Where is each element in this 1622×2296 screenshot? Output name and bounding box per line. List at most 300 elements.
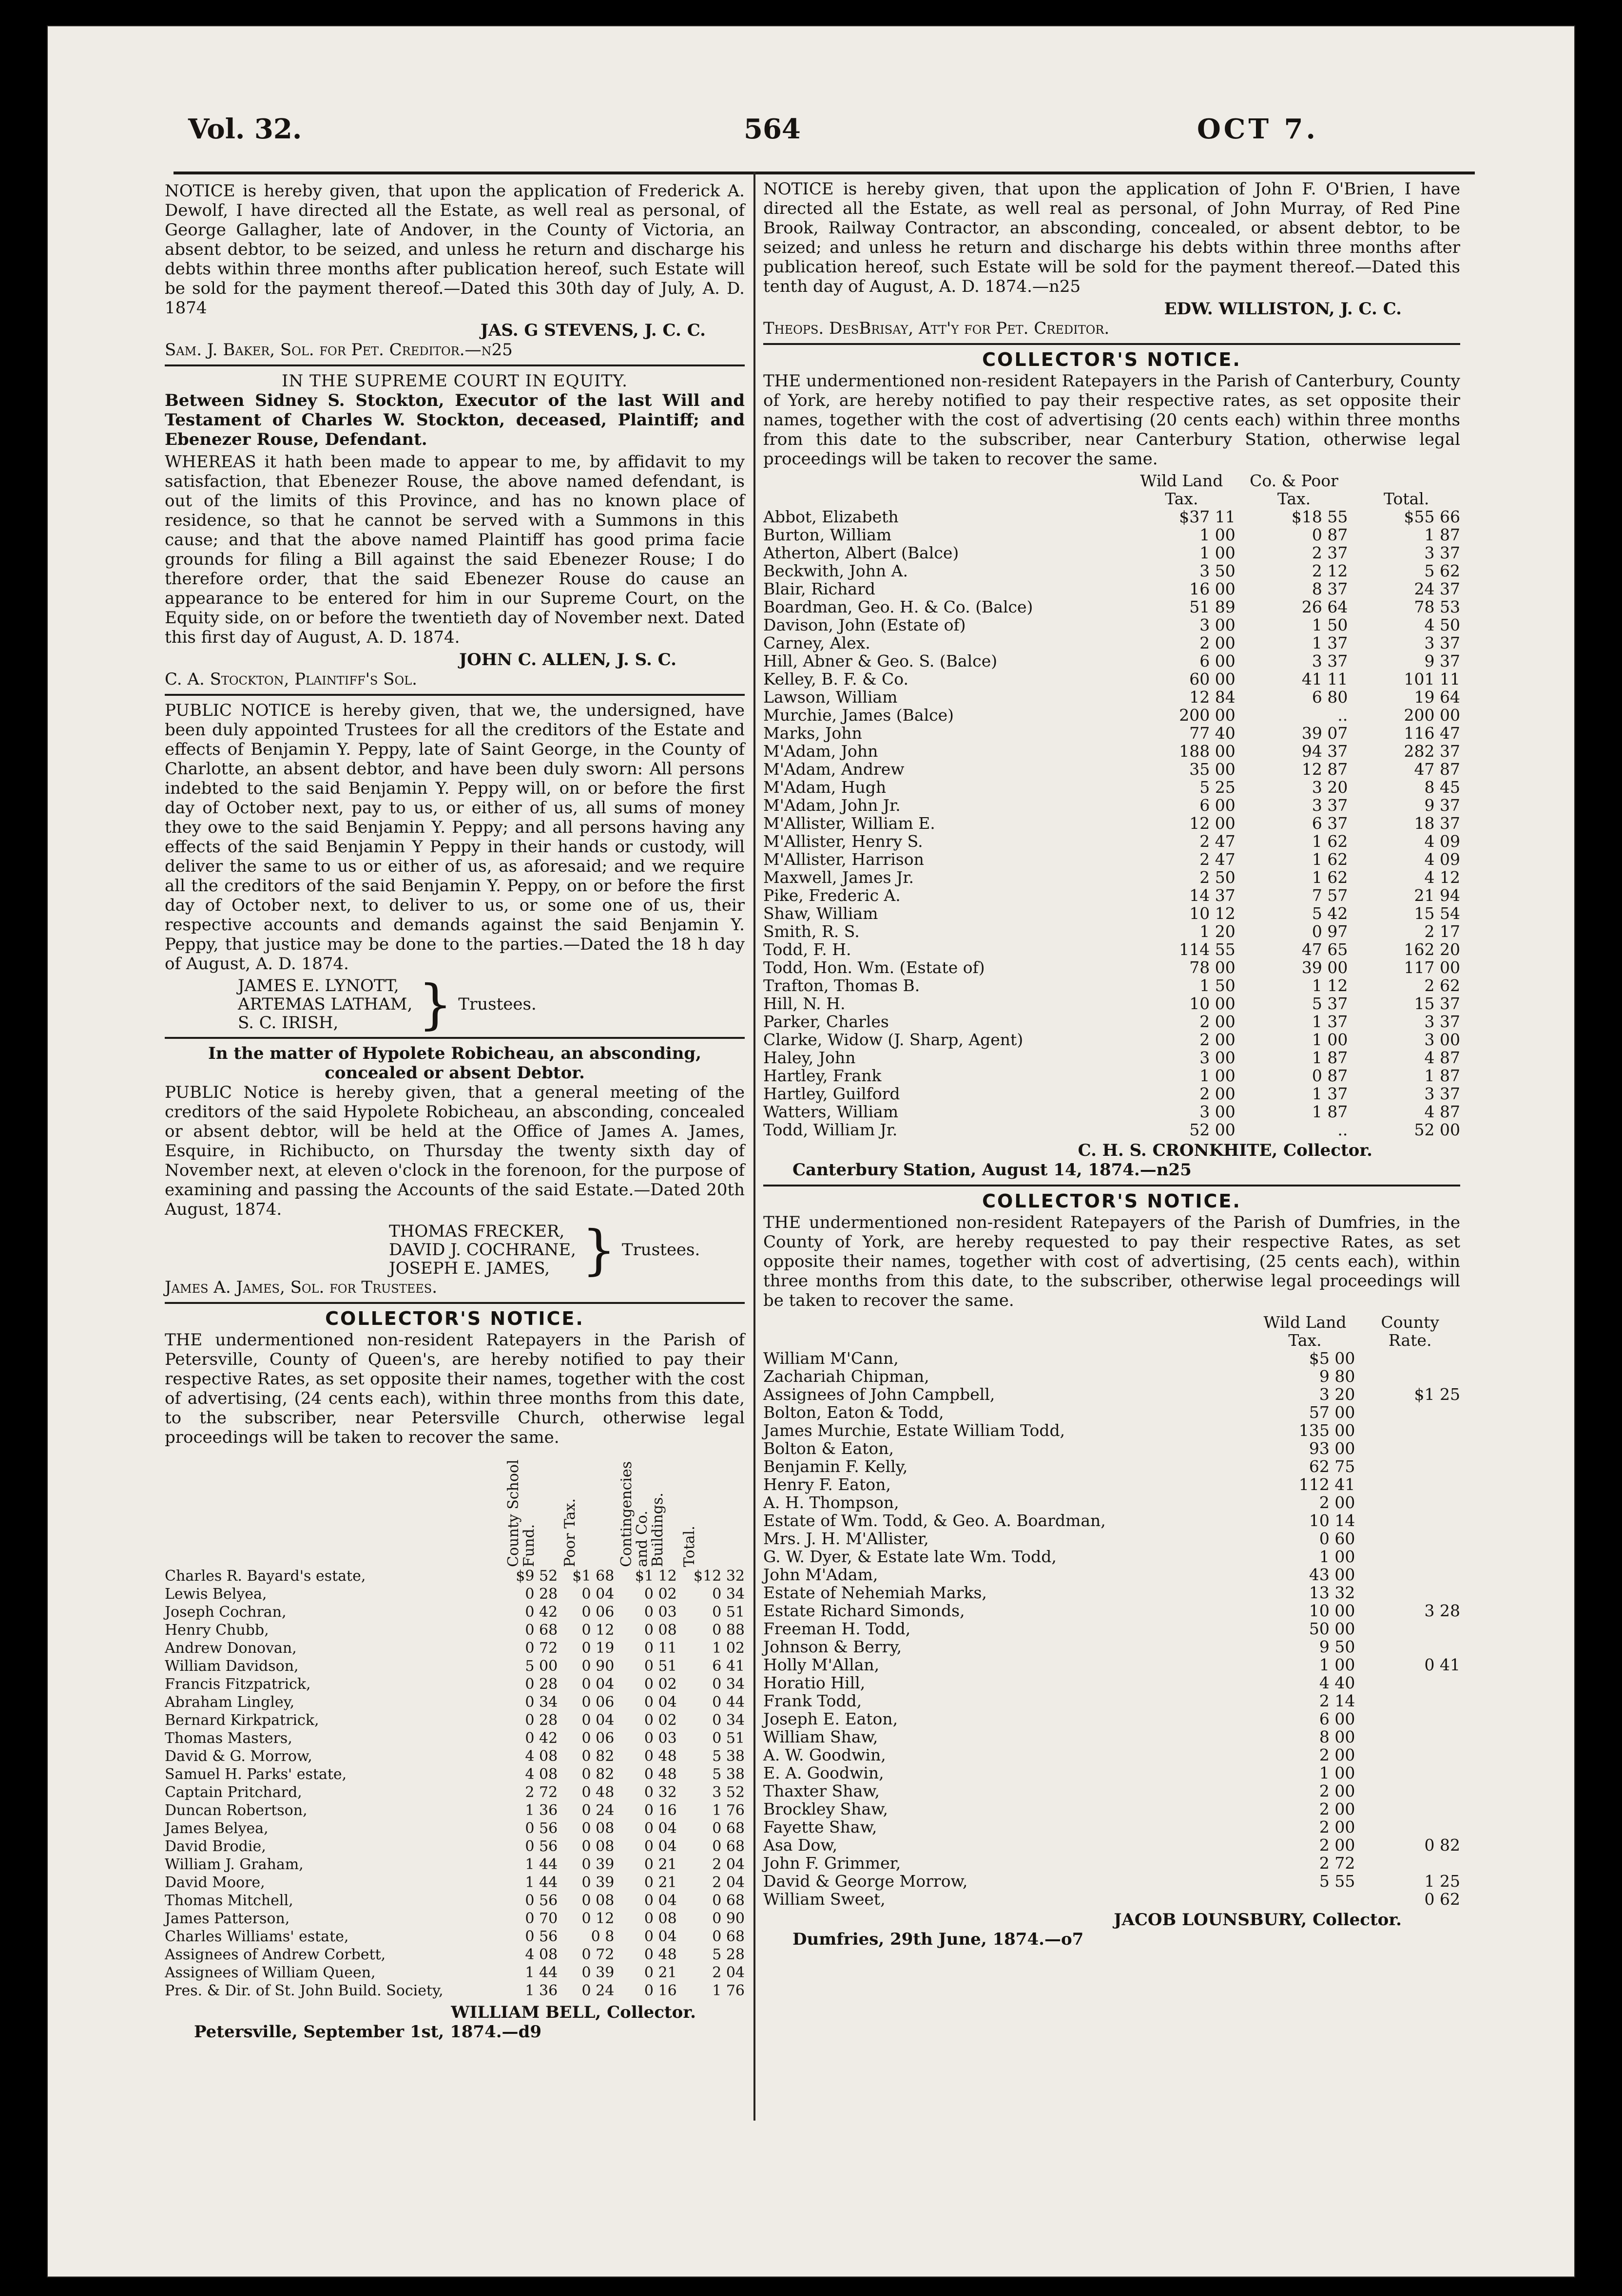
rate-value: 9 37	[1424, 651, 1460, 670]
table-row	[763, 1890, 1460, 1908]
ratepayer-name: Bolton, Eaton & Todd,	[763, 1403, 944, 1422]
ratepayer-name: William M'Cann,	[763, 1349, 899, 1368]
table-row	[763, 1512, 1460, 1530]
rate-value: 2 14	[1319, 1691, 1355, 1710]
divider	[165, 694, 745, 696]
signature: JOHN C. ALLEN, J. S. C.	[459, 650, 676, 670]
table-row	[763, 1638, 1460, 1656]
ratepayer-name: Hill, N. H.	[763, 994, 846, 1013]
rate-value: 47 87	[1414, 760, 1460, 779]
table-row	[763, 886, 1460, 904]
rate-value: 3 28	[1424, 1601, 1460, 1620]
rate-value: 0 32	[644, 1784, 677, 1801]
table-row	[165, 1675, 745, 1693]
rate-value: 14 37	[1189, 886, 1236, 905]
ratepayer-name: Clarke, Widow (J. Sharp, Agent)	[763, 1030, 1023, 1049]
trustee-name: JAMES E. LYNOTT,	[238, 976, 399, 995]
divider	[165, 364, 745, 366]
notice-text: THE undermentioned non-resident Ratepayers in the Parish of Petersville, County of Queen's, are hereby notified to pay their respective Rates, as set opposite their names, together with the cost of advertising, (24 cents each), within three months from this date, to the subscriber, near Petersville Church, otherwise legal proceedings will be taken to recover the same.	[165, 1330, 745, 1447]
notice-text: WHEREAS it hath been made to appear to me, by affidavit to my satisfaction, that Ebenezer Rouse, the above named defendant, is out of the limits of this Province, and has no known place of residence, so that he cannot be served with a Summons in this cause; and that the above named Plaintiff has good prima facie grounds for filing a Bill against the said Ebenezer Rouse; I do therefore order, that the said Ebenezer Rouse do cause an appearance to be entered for him in our Supreme Court, on the Equity side, on or before the twentieth day of November next. Dated this first day of August, A. D. 1874.	[165, 452, 745, 647]
newspaper-page	[47, 25, 1575, 2277]
rate-value: 10 00	[1309, 1601, 1355, 1620]
table-row	[763, 958, 1460, 976]
table-row	[763, 1457, 1460, 1475]
rate-value: $55 66	[1404, 507, 1460, 526]
rate-value: 4 87	[1424, 1048, 1460, 1067]
ratepayer-name: Charles R. Bayard's estate,	[165, 1568, 366, 1585]
rate-value: 112 41	[1298, 1475, 1355, 1494]
rate-value: 5 28	[712, 1946, 745, 1963]
notice-text: PUBLIC Notice is hereby given, that a general meeting of the creditors of the said Hypolete Robicheau, an absconding, concealed or absent debtor, will be held at the Office of James A. James, Esquire, in Richibucto, on Thursday the twenty sixth day of November next, at eleven o'clock in the forenoon, for the purpose of examining and passing the Accounts of the said Estate.—Dated 20th August, 1874.	[165, 1083, 745, 1219]
table-row	[763, 1872, 1460, 1890]
rate-value: 2 00	[1319, 1836, 1355, 1855]
rate-value: 2 04	[712, 1874, 745, 1891]
rate-value: 4 40	[1319, 1673, 1355, 1692]
rate-value: 4 09	[1424, 832, 1460, 851]
rate-value: 41 11	[1301, 670, 1348, 689]
table-row	[763, 1493, 1460, 1512]
ratepayer-name: Estate of Nehemiah Marks,	[763, 1583, 987, 1602]
table-row	[165, 1747, 745, 1765]
table-row	[763, 778, 1460, 796]
ratepayer-name: Thomas Masters,	[165, 1730, 292, 1747]
rate-value: 0 08	[581, 1838, 615, 1855]
table-row	[763, 1800, 1460, 1818]
ratepayer-name: Shaw, William	[763, 904, 878, 923]
table-row	[763, 1349, 1460, 1367]
ratepayer-name: M'Allister, Harrison	[763, 850, 924, 869]
rate-value: 0 28	[525, 1676, 558, 1693]
table-body	[165, 1567, 745, 2000]
rate-value: 0 51	[644, 1658, 677, 1675]
rate-value: 1 87	[1424, 525, 1460, 544]
rate-value: ..	[1337, 706, 1348, 725]
rate-value: 0 82	[581, 1766, 615, 1783]
table-row	[763, 652, 1460, 670]
rate-value: 5 55	[1319, 1872, 1355, 1891]
rate-value: 8 45	[1424, 778, 1460, 797]
rate-value: 2 00	[1319, 1493, 1355, 1512]
table-row	[763, 995, 1460, 1013]
rate-value	[1355, 1403, 1460, 1421]
trustee-name: ARTEMAS LATHAM,	[238, 995, 413, 1014]
ratepayer-name: M'Adam, Andrew	[763, 760, 905, 779]
rate-value: 62 75	[1309, 1457, 1355, 1476]
rate-value	[1355, 1692, 1460, 1710]
ratepayer-name: Abbot, Elizabeth	[763, 507, 899, 526]
ratepayer-name: Asa Dow,	[763, 1836, 838, 1855]
rate-value: 2 17	[1424, 922, 1460, 941]
rate-value: 1 87	[1312, 1102, 1348, 1121]
rate-value: 2 50	[1199, 868, 1236, 887]
trustee-signatures	[238, 973, 745, 1035]
ratepayer-name: M'Adam, John Jr.	[763, 796, 901, 815]
rate-value	[1355, 1764, 1460, 1782]
rate-value: 3 37	[1312, 796, 1348, 815]
table-row	[763, 1367, 1460, 1385]
rate-value: 0 08	[644, 1910, 677, 1927]
trustee-name: JOSEPH E. JAMES,	[389, 1259, 550, 1278]
table-row	[763, 1013, 1460, 1031]
table-row	[763, 1782, 1460, 1800]
table-row	[763, 1085, 1460, 1103]
table-row	[763, 850, 1460, 868]
notice-text: NOTICE is hereby given, that upon the application of Frederick A. Dewolf, I have directed all the Estate, as well real as personal, of George Gallagher, late of Andover, in the County of Victoria, an absent debtor, to be seized, and unless he return and discharge his debts within three months after publication hereof, such Estate will be sold for the payment thereof.—Dated this 30th day of July, A. D. 1874	[165, 181, 745, 318]
signature: EDW. WILLISTON, J. C. C.	[1164, 299, 1402, 319]
rate-value	[1355, 1421, 1460, 1439]
rate-value: 188 00	[1179, 742, 1236, 761]
ratepayer-name: Johnson & Berry,	[763, 1637, 902, 1656]
rate-value: 1 87	[1312, 1048, 1348, 1067]
rate-value: 0 68	[712, 1838, 745, 1855]
rate-value: 0 48	[581, 1784, 615, 1801]
table-row	[763, 922, 1460, 940]
signature: JAS. G STEVENS, J. C. C.	[480, 321, 706, 340]
ratepayer-name: Benjamin F. Kelly,	[763, 1457, 908, 1476]
table-row	[763, 1836, 1460, 1854]
ratepayer-name: Joseph E. Eaton,	[763, 1709, 898, 1728]
table-row	[763, 1403, 1460, 1421]
ratepayer-name: Marks, John	[763, 724, 862, 743]
ratepayer-name: Parker, Charles	[763, 1012, 889, 1031]
rate-value: 9 50	[1319, 1637, 1355, 1656]
table-row	[165, 1729, 745, 1747]
rate-value: 0 42	[525, 1730, 558, 1747]
rate-value: 2 04	[712, 1856, 745, 1873]
rate-value: 116 47	[1404, 724, 1460, 743]
rate-value: 0 48	[644, 1748, 677, 1765]
table-row	[165, 1819, 745, 1837]
ratepayer-name: David Brodie,	[165, 1838, 266, 1855]
table-row	[165, 1657, 745, 1675]
rate-value: 0 44	[712, 1694, 745, 1711]
rate-value: 2 00	[1199, 1030, 1236, 1049]
rate-value: 0 82	[581, 1748, 615, 1765]
rate-value: 39 07	[1301, 724, 1348, 743]
rate-value: ..	[1337, 1120, 1348, 1139]
ratepayer-name: A. H. Thompson,	[763, 1493, 899, 1512]
table-row	[763, 706, 1460, 724]
rate-value: 12 84	[1189, 688, 1236, 707]
rate-value: 6 00	[1319, 1709, 1355, 1728]
rate-value: 16 00	[1189, 579, 1236, 598]
rate-value: 1 00	[1319, 1547, 1355, 1566]
rate-value: 0 34	[712, 1586, 745, 1603]
table-row	[763, 1385, 1460, 1403]
rate-value: 1 00	[1199, 525, 1236, 544]
rate-value	[1355, 1566, 1460, 1584]
rate-value: 162 20	[1404, 940, 1460, 959]
rate-value: 1 36	[525, 1982, 558, 1999]
rate-value: 0 12	[581, 1910, 615, 1927]
rate-value: 8 37	[1312, 579, 1348, 598]
rate-value	[1250, 1890, 1355, 1908]
rate-value: 2 47	[1199, 832, 1236, 851]
rate-value: 1 62	[1312, 832, 1348, 851]
table-row	[763, 1530, 1460, 1548]
table-row	[763, 1067, 1460, 1085]
ratepayer-name: M'Allister, Henry S.	[763, 832, 923, 851]
petersville-collector-notice	[165, 1309, 745, 2042]
rate-value: 0 48	[644, 1946, 677, 1963]
table-row	[763, 1584, 1460, 1602]
ratepayer-name: James Murchie, Estate William Todd,	[763, 1421, 1065, 1440]
rate-value: 0 87	[1312, 525, 1348, 544]
rate-value: 1 00	[1319, 1655, 1355, 1674]
volume-label: Vol. 32.	[188, 113, 302, 145]
rate-value: 6 00	[1199, 796, 1236, 815]
ratepayer-name: Assignees of Andrew Corbett,	[165, 1946, 386, 1963]
table-row	[763, 1692, 1460, 1710]
rate-value: 1 37	[1312, 633, 1348, 652]
table-row	[165, 1910, 745, 1928]
column-header: Co. & Poor Tax.	[1250, 471, 1338, 508]
rate-value: 200 00	[1179, 706, 1236, 725]
rate-value: 0 24	[581, 1802, 615, 1819]
trustees-label: Trustees.	[458, 995, 537, 1014]
rate-value: 0 28	[525, 1586, 558, 1603]
ratepayer-name: Joseph Cochran,	[165, 1604, 287, 1621]
ratepayer-name: Charles Williams' estate,	[165, 1928, 349, 1945]
rate-value: 0 19	[581, 1640, 615, 1657]
rate-value: 43 00	[1309, 1565, 1355, 1584]
rate-value: 0 97	[1312, 922, 1348, 941]
ratepayer-name: A. W. Goodwin,	[763, 1745, 886, 1764]
rate-value: 0 16	[644, 1802, 677, 1819]
rate-value: 0 08	[581, 1892, 615, 1909]
ratepayer-name: Duncan Robertson,	[165, 1802, 308, 1819]
ratepayer-name: Todd, Hon. Wm. (Estate of)	[763, 958, 985, 977]
ratepayer-name: Kelley, B. F. & Co.	[763, 670, 909, 689]
ratepayer-name: Estate of Wm. Todd, & Geo. A. Boardman,	[763, 1511, 1106, 1530]
ratepayer-name: E. A. Goodwin,	[763, 1763, 884, 1782]
rate-value: 0 06	[581, 1730, 615, 1747]
rate-value: 0 68	[712, 1820, 745, 1837]
table-row	[165, 1693, 745, 1711]
rate-value: 0 04	[581, 1586, 615, 1603]
ratepayer-name: Captain Pritchard,	[165, 1784, 302, 1801]
rate-value: 24 37	[1414, 579, 1460, 598]
rate-value: 0 8	[591, 1928, 615, 1945]
table-row	[763, 688, 1460, 706]
table-row	[763, 1103, 1460, 1121]
rate-value: 3 00	[1199, 1048, 1236, 1067]
table-row	[763, 1764, 1460, 1782]
table-row	[763, 544, 1460, 562]
rate-value: 0 24	[581, 1982, 615, 1999]
rate-value: 26 64	[1301, 597, 1348, 616]
rate-value: 50 00	[1309, 1619, 1355, 1638]
rate-value: 0 21	[644, 1856, 677, 1873]
rate-value: $1 12	[635, 1568, 677, 1585]
rate-value: 10 12	[1189, 904, 1236, 923]
rate-value: 1 44	[525, 1964, 558, 1981]
rate-value: 4 50	[1424, 615, 1460, 634]
signature: WILLIAM BELL, Collector.	[451, 2003, 696, 2022]
rate-value: 0 56	[525, 1892, 558, 1909]
rate-value: 0 68	[712, 1928, 745, 1945]
rate-value: 6 00	[1199, 651, 1236, 670]
rate-value: 8 00	[1319, 1727, 1355, 1746]
ratepayer-name: Boardman, Geo. H. & Co. (Balce)	[763, 597, 1033, 616]
rate-value	[1355, 1349, 1460, 1367]
ratepayer-name: Hill, Abner & Geo. S. (Balce)	[763, 651, 998, 670]
notice-title: COLLECTOR'S NOTICE.	[982, 349, 1241, 370]
rate-value: 93 00	[1309, 1439, 1355, 1458]
ratepayer-name: John M'Adam,	[763, 1565, 878, 1584]
rate-value: 3 20	[1319, 1385, 1355, 1404]
ratepayer-name: Bolton & Eaton,	[763, 1439, 894, 1458]
ratepayer-name: William Davidson,	[165, 1658, 299, 1675]
table-row	[763, 562, 1460, 580]
divider	[763, 1185, 1460, 1186]
solicitor: C. A. Stockton, Plaintiff's Sol.	[165, 670, 417, 689]
table-row	[763, 724, 1460, 742]
ratepayer-name: Pres. & Dir. of St. John Build. Society,	[165, 1982, 444, 1999]
rate-value: 6 41	[712, 1658, 745, 1675]
rate-value	[1355, 1548, 1460, 1566]
trustee-name: THOMAS FRECKER,	[389, 1222, 565, 1241]
rate-value: 4 12	[1424, 868, 1460, 887]
column-header: Total.	[680, 1526, 698, 1567]
rate-value: 1 37	[1312, 1084, 1348, 1103]
table-row	[165, 1946, 745, 1964]
ratepayer-name: Horatio Hill,	[763, 1673, 866, 1692]
ratepayer-name: Andrew Donovan,	[165, 1640, 297, 1657]
rate-value: 0 02	[644, 1712, 677, 1729]
rate-value: 51 89	[1189, 597, 1236, 616]
rate-value: 0 12	[581, 1622, 615, 1639]
ratepayer-name: Samuel H. Parks' estate,	[165, 1766, 347, 1783]
rate-value: 5 25	[1199, 778, 1236, 797]
signature: JACOB LOUNSBURY, Collector.	[1114, 1910, 1402, 1930]
table-row	[763, 598, 1460, 616]
table-row	[165, 1982, 745, 2000]
rate-value: 0 34	[712, 1676, 745, 1693]
rate-value: 1 62	[1312, 868, 1348, 887]
table-row	[165, 1783, 745, 1801]
table-row	[763, 868, 1460, 886]
table-row	[165, 1892, 745, 1910]
canterbury-rate-table	[763, 472, 1460, 1139]
rate-value: 3 37	[1424, 1012, 1460, 1031]
rate-value: 0 28	[525, 1712, 558, 1729]
rate-value: 4 08	[525, 1946, 558, 1963]
table-row	[763, 1121, 1460, 1139]
ratepayer-name: M'Allister, William E.	[763, 814, 935, 833]
dumfries-rate-table	[763, 1313, 1460, 1908]
ratepayer-name: John F. Grimmer,	[763, 1854, 901, 1873]
ratepayer-name: David & G. Morrow,	[165, 1748, 312, 1765]
table-row	[763, 1854, 1460, 1872]
rate-value: 21 94	[1414, 886, 1460, 905]
table-row	[165, 1567, 745, 1585]
notice-title: COLLECTOR'S NOTICE.	[325, 1308, 584, 1329]
ratepayer-name: Lewis Belyea,	[165, 1586, 267, 1603]
ratepayer-name: Atherton, Albert (Balce)	[763, 543, 959, 562]
ratepayer-name: Abraham Lingley,	[165, 1694, 295, 1711]
ratepayer-name: Hartley, Frank	[763, 1066, 882, 1085]
rate-value	[1355, 1638, 1460, 1656]
table-row	[763, 1439, 1460, 1457]
rate-value: 0 68	[525, 1622, 558, 1639]
brace: }	[418, 973, 453, 1035]
column-header: Contingencies and Co. Buildings.	[618, 1461, 667, 1567]
rate-value: 0 48	[644, 1766, 677, 1783]
rate-value: 3 20	[1312, 778, 1348, 797]
table-row	[165, 1711, 745, 1729]
notice-date: Canterbury Station, August 14, 1874.—n25	[792, 1160, 1192, 1180]
ratepayer-name: Davison, John (Estate of)	[763, 615, 966, 634]
rate-value: 12 87	[1301, 760, 1348, 779]
rate-value: 1 44	[525, 1856, 558, 1873]
rate-value: 1 00	[1319, 1763, 1355, 1782]
rate-value: 0 06	[581, 1694, 615, 1711]
ratepayer-name: Trafton, Thomas B.	[763, 976, 920, 995]
ratepayer-name: David Moore,	[165, 1874, 265, 1891]
rate-value: 47 65	[1301, 940, 1348, 959]
rate-value: 0 04	[644, 1820, 677, 1837]
notice-title: IN THE SUPREME COURT IN EQUITY.	[282, 371, 628, 391]
ratepayer-name: Thomas Mitchell,	[165, 1892, 293, 1909]
rate-value: $37 11	[1179, 507, 1236, 526]
rate-value: 1 76	[712, 1982, 745, 1999]
table-row	[165, 1874, 745, 1892]
dumfries-collector-notice	[763, 1191, 1460, 1949]
trustee-name: S. C. IRISH,	[238, 1013, 339, 1033]
rate-value: 0 90	[581, 1658, 615, 1675]
rate-value: 0 04	[644, 1892, 677, 1909]
ratepayer-name: Todd, F. H.	[763, 940, 851, 959]
rate-value: 15 54	[1414, 904, 1460, 923]
ratepayer-name: Pike, Frederic A.	[763, 886, 901, 905]
ratepayer-name: James Patterson,	[165, 1910, 290, 1927]
table-row	[165, 1856, 745, 1874]
rate-value: 114 55	[1179, 940, 1236, 959]
ratepayer-name: M'Adam, John	[763, 742, 878, 761]
rate-value: 7 57	[1312, 886, 1348, 905]
ratepayer-name: Assignees of John Campbell,	[763, 1385, 995, 1404]
rate-value: $18 55	[1291, 507, 1348, 526]
rate-value: 94 37	[1301, 742, 1348, 761]
signature: C. H. S. CRONKHITE, Collector.	[1078, 1141, 1372, 1160]
table-row	[763, 742, 1460, 760]
ratepayer-name: David & George Morrow,	[763, 1872, 968, 1891]
trustee-signatures	[389, 1219, 745, 1281]
table-row	[763, 1746, 1460, 1764]
table-row	[763, 526, 1460, 544]
rate-value: 282 37	[1404, 742, 1460, 761]
ratepayer-name: Watters, William	[763, 1102, 898, 1121]
header-rule	[174, 172, 1475, 174]
rate-value: 3 37	[1424, 543, 1460, 562]
rate-value: 135 00	[1298, 1421, 1355, 1440]
ratepayer-name: Fayette Shaw,	[763, 1818, 877, 1837]
rate-value: 200 00	[1404, 706, 1460, 725]
table-row	[165, 1621, 745, 1639]
table-row	[763, 796, 1460, 814]
rate-value: 5 37	[1312, 994, 1348, 1013]
ratepayer-name: Brockley Shaw,	[763, 1799, 888, 1818]
rate-value: 0 62	[1424, 1890, 1460, 1909]
ratepayer-name: William Shaw,	[763, 1727, 878, 1746]
brace: }	[581, 1219, 616, 1281]
ratepayer-name: Lawson, William	[763, 688, 898, 707]
rate-value: 0 82	[1424, 1836, 1460, 1855]
ratepayer-name: James Belyea,	[165, 1820, 269, 1837]
ratepayer-name: William Sweet,	[763, 1890, 886, 1909]
rate-value	[1355, 1854, 1460, 1872]
